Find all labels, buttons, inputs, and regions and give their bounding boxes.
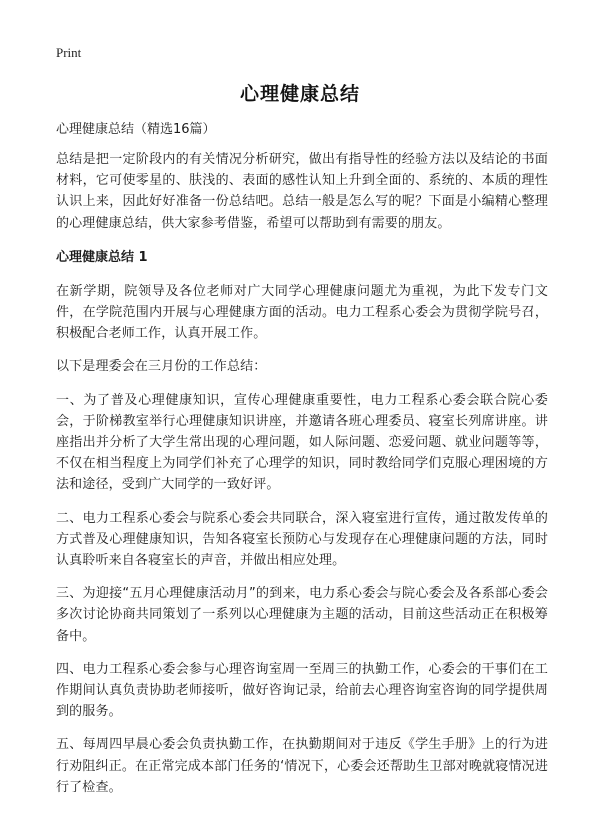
body-paragraph: 五、每周四早晨心委会负责执勤工作，在执勤期间对于违反《学生手册》上的行为进行劝阻纠正。在正常完成本部门任务的‘情况下，心委会还帮助生卫部对晚就寝情况进行了检查。	[56, 737, 548, 795]
print-link[interactable]: Print	[56, 45, 82, 60]
page-title: 心理健康总结	[239, 83, 360, 105]
body-paragraph: 在新学期，院领导及各位老师对广大同学心理健康问题尤为重视，为此下发专门文件，在学院范围内开展与心理健康方面的活动。电力工程系心委会为贯彻学院号召，积极配合老师工作，认真开展工作。	[56, 283, 548, 342]
body-paragraph: 四、电力工程系心委会参与心理咨询室周一至周三的执勤工作，心委会的干事们在工作期间认真负责协助老师接听，做好咨询记录，给前去心理咨询室咨询的同学提供周到的服务。	[56, 661, 548, 720]
body-paragraph: 以下是理委会在三月份的工作总结：	[56, 359, 267, 375]
body-paragraph: 二、电力工程系心委会与院系心委会共同联合，深入寝室进行宣传，通过散发传单的方式普及心理健康知识，告知各寝室长预防心与发现存在心理健康问题的方法，同时认真聆听来自各寝室长的声音，并做出相应处理。	[56, 510, 548, 569]
section-heading: 心理健康总结 1	[56, 249, 148, 265]
document-body	[56, 120, 548, 810]
body-paragraph: 一、为了普及心理健康知识，宣传心理健康重要性，电力工程系心委会联合院心委会，于阶梯教室举行心理健康知识讲座，并邀请各班心理委员、寝室长列席讲座。讲座指出并分析了大学生常出现的心理问题，如人际问题、恋爱问题、就业问题等等，不仅在相当程度上为同学们补充了心理学的知识，同时教给同学们克服心理困境的方法和途径，受到广大同学的一致好评。	[56, 392, 548, 493]
body-paragraph: 三、为迎接“五月心理健康活动月”的到来，电力系心委会与院心委会及各系部心委会多次讨论协商共同策划了一系列以心理健康为主题的活动，目前这些活动正在积极筹备中。	[56, 586, 548, 644]
intro-paragraph: 总结是把一定阶段内的有关情况分析研究，做出有指导性的经验方法以及结论的书面材料，它可使零星的、肤浅的、表面的感性认知上升到全面的、系统的、本质的理性认识上来，因此好好准备一份总结吧。总结一般是怎么写的呢？下面是小编精心整理的心理健康总结，供大家参考借鉴，希望可以帮助到有需要的朋友。	[56, 152, 548, 231]
document-subtitle: 心理健康总结（精选16篇）	[56, 122, 216, 137]
